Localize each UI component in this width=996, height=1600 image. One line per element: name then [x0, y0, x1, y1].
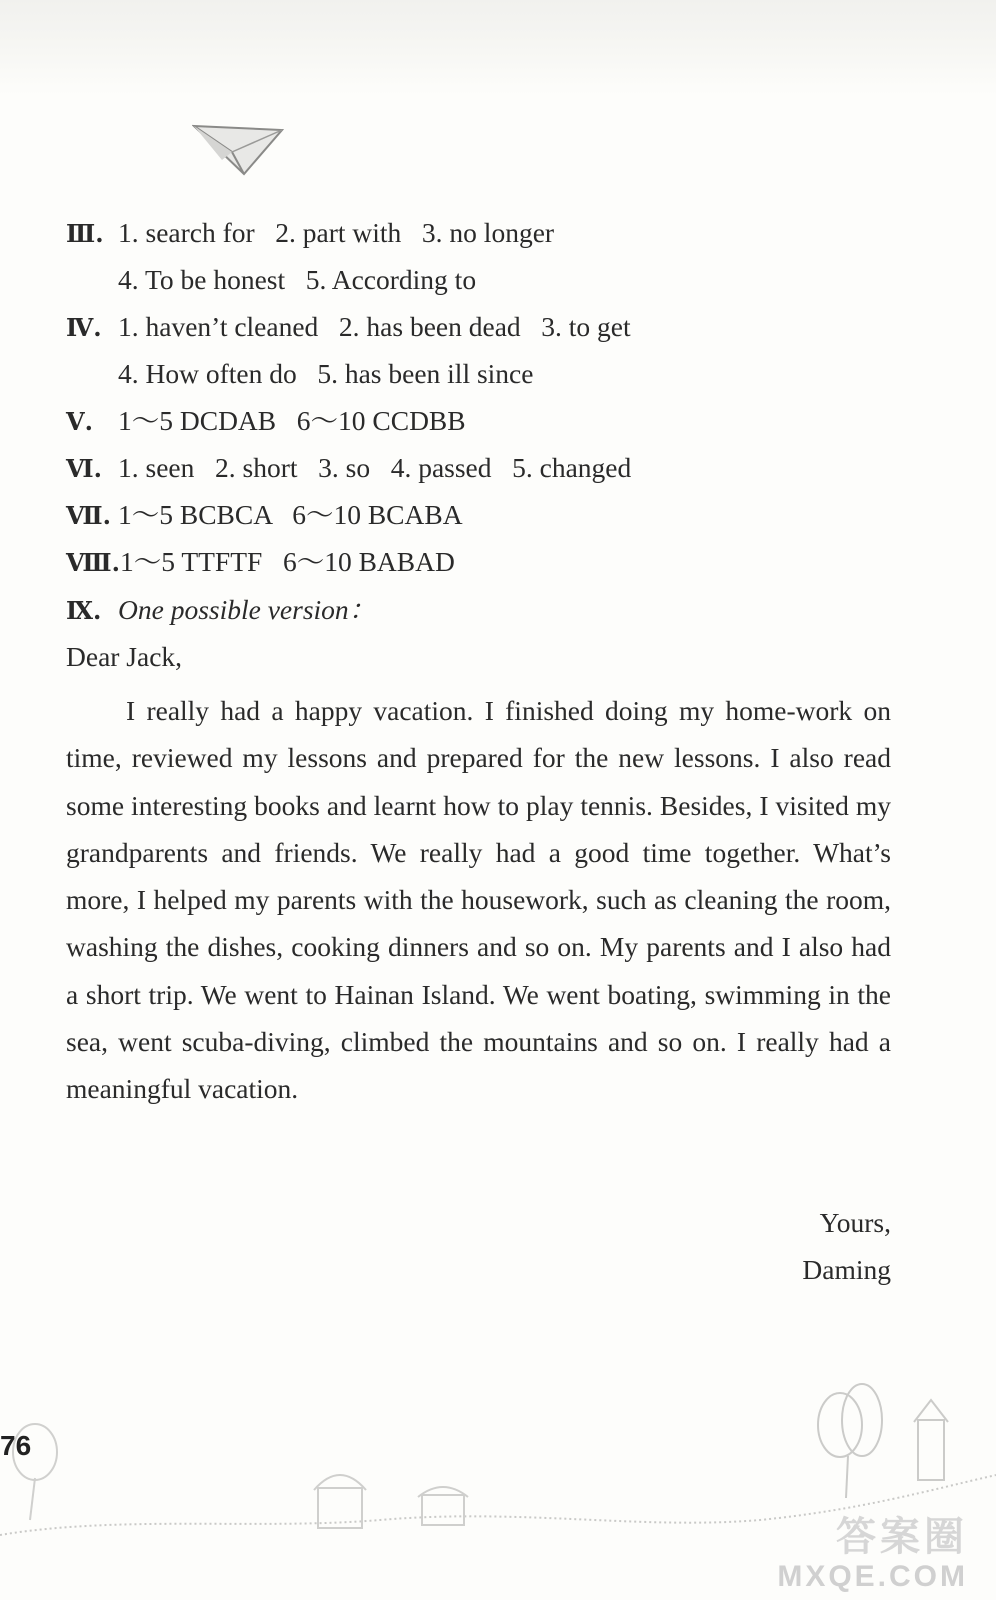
letter-body: I really had a happy vacation. I finished doing my home-work on time, reviewed my lessons and prepared for the new lessons. I also read some interesting books and learnt how to play tennis. Besides, I visited my grandparents and friends. We really had a good time together. What’s more, I helped my parents with the housework, such as cleaning the room, washing the dishes, cooking dinners and so on. My parents and I also had a short trip. We went to Hainan Island. We went boating, swimming in the sea, went scuba-diving, climbed the mountains and so on. I really had a meaningful vacation.	[66, 695, 891, 1105]
answer-line: Ⅵ. 1. seen 2. short 3. so 4. passed 5. changed	[66, 452, 632, 483]
letter-greeting: Dear Jack,	[66, 641, 183, 672]
answer-line: Ⅶ. 1～5 BCBCA 6～10 BCABA	[66, 499, 463, 530]
answer-line: 4. To be honest 5. According to	[118, 264, 477, 295]
answer-line: Ⅳ. 1. haven’t cleaned 2. has been dead 3. to get	[66, 311, 631, 342]
letter-closing: Yours,	[819, 1207, 891, 1238]
paper-plane-icon	[192, 122, 284, 176]
watermark-logo: 答案圈	[836, 1515, 968, 1559]
header-band	[0, 0, 996, 95]
page-number: 76	[0, 1430, 32, 1461]
answer-line: Ⅷ.1～5 TTFTF 6～10 BABAD	[66, 546, 455, 577]
answer-line: 4. How often do 5. has been ill since	[118, 358, 534, 389]
watermark-url: MXQE.COM	[777, 1560, 968, 1593]
writing-label: Ⅸ. One possible version：	[66, 594, 377, 625]
letter-signature: Daming	[802, 1254, 891, 1285]
answer-line: Ⅲ. 1. search for 2. part with 3. no longer	[66, 217, 555, 248]
answer-line: Ⅴ. 1～5 DCDAB 6～10 CCDBB	[66, 405, 466, 436]
watermark	[777, 1505, 968, 1592]
